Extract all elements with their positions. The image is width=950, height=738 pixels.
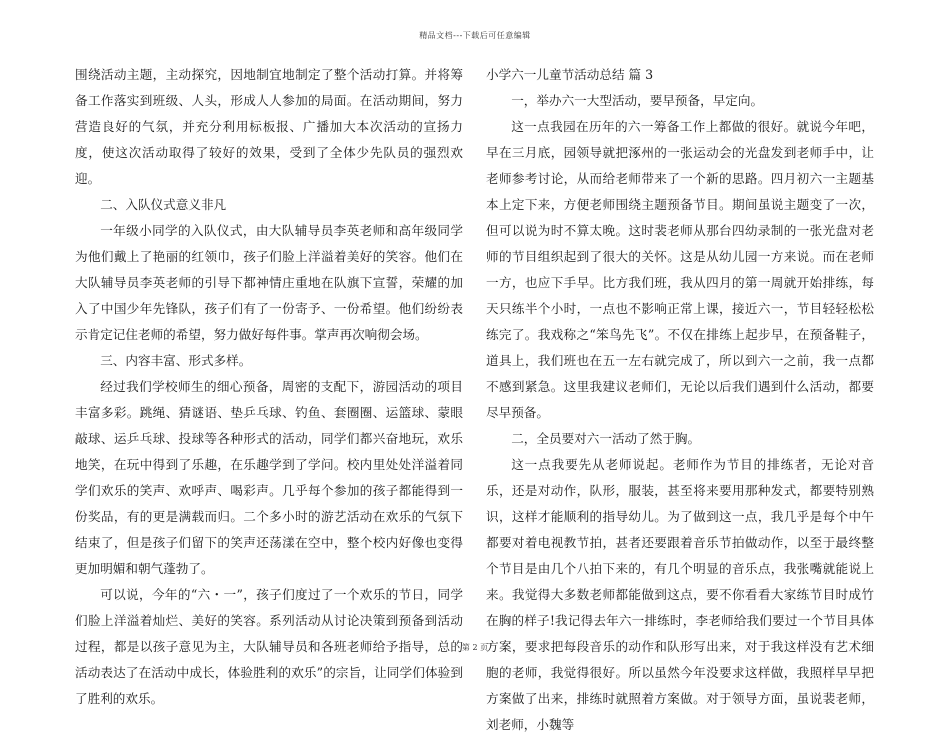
section-heading: 三、内容丰富、形式多样。 xyxy=(100,353,252,368)
paragraph: 可以说，今年的“六・一”，孩子们度过了一个欢乐的节日，同学们脸上洋溢着灿烂、美好的笑容。系列活动从讨论决策到预备到活动过程，都是以孩子意见为主，大队辅导员和各班老师给予指导，总的活动表达了在活动中成长，体验胜利的欢乐”的宗旨，让同学们体验到了胜利的欢乐。 xyxy=(75,587,463,706)
paragraph: 经过我们学校师生的细心预备，周密的支配下，游园活动的项目丰富多彩。跳绳、猜谜语、垫乒乓球、钓鱼、套圈圈、运篮球、蒙眼敲球、运乒乓球、投球等各种形式的活动，同学们都兴奋地玩，欢乐地笑，在玩中得到了乐趣，在乐趣学到了学问。校内里处处洋溢着同学们欢乐的笑声、欢呼声、喝彩声。几乎每个参加的孩子都能得到一份奖品，有的更是满载而归。二个多小时的游艺活动在欢乐的气氛下结束了，但是孩子们留下的笑声还荡漾在空中，整个校内好像也变得更加明媚和朝气蓬勃了。 xyxy=(75,379,463,576)
article-title: 小学六一儿童节活动总结 篇 3 xyxy=(486,67,654,82)
paragraph: 围绕活动主题，主动探究，因地制宜地制定了整个活动打算。并将筹备工作落实到班级、人头，形成人人参加的局面。在活动期间，努力营造良好的气氛，并充分利用标板报、广播加大本次活动的宣扬力度，使这次活动取得了较好的效果，受到了全体少先队员的强烈欢迎。 xyxy=(75,67,463,186)
page-header: 精品文档---下载后可任意编辑 xyxy=(419,31,531,40)
paragraph: 一年级小同学的入队仪式，由大队辅导员李英老师和高年级同学为他们戴上了艳丽的红领巾，孩子们脸上洋溢着美好的笑容。他们在大队辅导员李英老师的引导下都神情庄重地在队旗下宣誓，荣耀的加入了中国少年先锋队，孩子们有了一份寄予、一份希望。他们纷纷表示肯定记住老师的希望，努力做好每件事。掌声再次响彻会场。 xyxy=(75,223,463,342)
left-column xyxy=(75,62,463,712)
paragraph: 这一点我要先从老师说起。老师作为节目的排练者，无论对音乐，还是对动作，队形，服装，甚至将来要用那种发式，都要特别熟识，这样才能顺利的指导幼儿。为了做到这一点，我几乎是每个中午都要对着电视教节拍，甚者还要跟着音乐节拍做动作，以至于最终整个节目是由几个八拍下来的，有几个明显的音乐点，我张嘴就能说上来。我觉得大多数老师都能做到这点，要不你看看大家练节目时成竹在胸的样子!我记得去年六一排练时，李老师给我们要过一个节目具体方案，要求把每段音乐的动作和队形写出来，对于我这样没有艺术细胞的老师，我觉得很好。所以虽然今年没要求这样做，我照样早早把方案做了出来，排练时就照着方案做。对于领导方面，虽说裴老师，刘老师，小魏等 xyxy=(486,457,874,732)
paragraph: 这一点我园在历年的六一筹备工作上都做的很好。就说今年吧，早在三月底，园领导就把涿州的一张运动会的光盘发到老师手中，让老师参考讨论，从而给老师带来了一个新的思路。四月初六一主题基本上定下来，方便老师围绕主题预备节目。期间虽说主题变了一次，但可以说为时不算太晚。这时裴老师从那台四幼录制的一张光盘对老师的节目组织起到了很大的关怀。这是从幼儿园一方来说。而在老师一方，也应下手早。比方我们班，我从四月的第一周就开始排练，每天只练半个小时，一点也不影响正常上课，接近六一，节目轻轻松松练完了。我戏称之“笨鸟先飞”。不仅在排练上起步早，在预备鞋子，道具上，我们班也在五一左右就完成了，所以到六一之前，我一点都不感到紧急。这里我建议老师们，无论以后我们遇到什么活动，都要尽早预备。 xyxy=(486,119,874,420)
section-heading: 一，举办六一大型活动，要早预备，早定向。 xyxy=(511,93,764,108)
page-number: 第 2 页 xyxy=(461,643,489,652)
right-column xyxy=(486,62,874,738)
section-heading: 二、入队仪式意义非凡 xyxy=(100,197,227,212)
section-heading: 二，全员要对六一活动了然于胸。 xyxy=(511,431,701,446)
